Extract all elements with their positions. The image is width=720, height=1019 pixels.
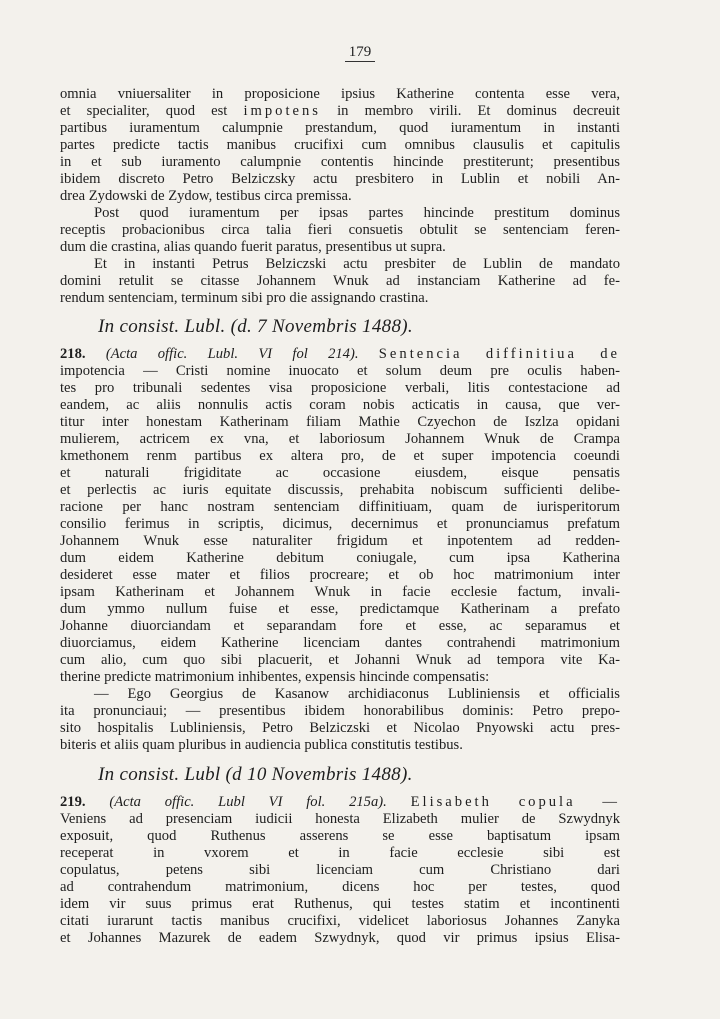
entry-218-line-8: et naturali frigiditate ac occasione eiusdem, eisque pensatis bbox=[60, 465, 620, 481]
paragraph-1-line-5: in et sub iuramento calumpnie contentis hincinde prestiterunt; presentibus bbox=[60, 154, 620, 170]
paragraph-1-line-4: partes predicte tactis manibus crucifixi cum omnibus clausulis et capitulis bbox=[60, 137, 620, 153]
entry-219-line-9: et Johannes Mazurek de eadem Szwydnyk, quod vir primus ipsius Elisa- bbox=[60, 930, 620, 946]
paragraph-1-line-1: omnia vniuersaliter in proposicione ipsius Katherine contenta esse vera, bbox=[60, 86, 620, 102]
paragraph-1-line-7: drea Zydowski de Zydow, testibus circa premissa. bbox=[60, 188, 352, 204]
entry-218-line-10: racione per hanc nostram sentenciam diffinitiuam, quam de iurisperitorum bbox=[60, 499, 620, 515]
entry-218-line-4: eandem, ac aliis nonnulis actis coram nobis acticatis in causa, que ver- bbox=[60, 397, 620, 413]
paragraph-2-line-2: receptis probacionibus circa talia fieri consuetis obtulit se sentenciam feren- bbox=[60, 222, 620, 238]
entry-218-closing-3: sito hospitalis Lubliniensis, Petro Belziczski et Nicolao Pnyowski actu pres- bbox=[60, 720, 620, 736]
paragraph-3-line-3: rendum sentenciam, terminum sibi pro die assignando crastina. bbox=[60, 290, 429, 306]
entry-219-line-3: exposuit, quod Ruthenus asserens se esse baptisatum ipsam bbox=[60, 828, 620, 844]
entry-219-line-1: 219. (Acta offic. Lubl VI fol. 215a). Elisabeth copula — bbox=[60, 794, 620, 810]
page-number: 179 bbox=[0, 44, 720, 61]
paragraph-2-line-3: dum die crastina, alias quando fuerit paratus, presentibus ut supra. bbox=[60, 239, 446, 255]
entry-218-line-2: impotencia — Cristi nomine inuocato et solum deum pre oculis haben- bbox=[60, 363, 620, 379]
entry-218-number: 218. bbox=[60, 346, 86, 362]
entry-219-line-4: receperat in vxorem et in facie ecclesie sibi est bbox=[60, 845, 620, 861]
entry-218-line-15: ipsam Katherinam et Johannem Wnuk in facie ecclesie factum, invali- bbox=[60, 584, 620, 600]
entry-218-line-20: therine predicte matrimonium inhibentes, expensis hincinde compensatis: bbox=[60, 669, 490, 685]
entry-218-line-18: diuorciamus, eidem Katherine licenciam dantes contrahendi matrimonium bbox=[60, 635, 620, 651]
entry-219-line-7: idem vir suus primus erat Ruthenus, qui testes statim et incontinenti bbox=[60, 896, 620, 912]
entry-218-closing-2: ita pronunciaui; — presentibus ibidem honorabilibus dominis: Petro prepo- bbox=[60, 703, 620, 719]
entry-218-line-7: kmethonem renm partibus ex altera pro, de et super impotencia coeundi bbox=[60, 448, 620, 464]
paragraph-1-line-2: et specialiter, quod est impotens in membro virili. Et dominus decreuit bbox=[60, 103, 620, 119]
entry-218-line-16: dum ymmo nullum fuise et esse, predictamque Katherinam a prefato bbox=[60, 601, 620, 617]
entry-218-closing-4: biteris et aliis quam pluribus in audiencia publica constitutis testibus. bbox=[60, 737, 463, 753]
entry-219-number: 219. bbox=[60, 794, 86, 810]
entry-218-line-17: Johanne diuorciandam et separandam fore et esse, ac separamus et bbox=[60, 618, 620, 634]
entry-219-source: (Acta offic. Lubl VI fol. 215a). bbox=[109, 794, 387, 810]
paragraph-3-line-1: Et in instanti Petrus Belziczski actu presbiter de Lublin de mandato bbox=[94, 256, 620, 272]
entry-218-line-3: tes pro tribunali sedentes visa proposicione verbali, litis contestacione ad bbox=[60, 380, 620, 396]
paragraph-1-line-3: partibus iuramentum calumpnie prestandum, quod iuramentum in instanti bbox=[60, 120, 620, 136]
entry-218-line-14: desideret esse mater et filios procreare; et ob hoc matrimonium inter bbox=[60, 567, 620, 583]
entry-219-line-2: Veniens ad presenciam iudicii honesta Elizabeth mulier de Szwydnyk bbox=[60, 811, 620, 827]
paragraph-2-line-1: Post quod iuramentum per ipsas partes hincinde prestitum dominus bbox=[94, 205, 620, 221]
heading-consist-7-nov: In consist. Lubl. (d. 7 Novembris 1488). bbox=[98, 316, 413, 337]
paragraph-3-line-2: domini retulit se citasse Johannem Wnuk ad instanciam Katherine ad fe- bbox=[60, 273, 620, 289]
entry-218-line-9: et perlectis ac iuris equitate discussis, prehabita nobiscum sufficienti delibe- bbox=[60, 482, 620, 498]
entry-218-line-1: 218. (Acta offic. Lubl. VI fol 214). Sentencia diffinitiua de bbox=[60, 346, 620, 362]
paragraph-1-line-6: ibidem discreto Petro Belziczsky actu presbitero in Lublin et nobili An- bbox=[60, 171, 620, 187]
entry-219-line-5: copulatus, petens sibi licenciam cum Christiano dari bbox=[60, 862, 620, 878]
impotens-word: impotens bbox=[243, 103, 321, 119]
entry-219-line-8: citati iurarunt tactis manibus crucifixi, videlicet laboriosus Johannes Zanyka bbox=[60, 913, 620, 929]
entry-218-closing-1: — Ego Georgius de Kasanow archidiaconus Lubliniensis et officialis bbox=[94, 686, 620, 702]
entry-218-source: (Acta offic. Lubl. VI fol 214). bbox=[105, 346, 359, 362]
entry-218-line-11: consilio ferimus in scriptis, dicimus, decernimus et pronunciamus prefatum bbox=[60, 516, 620, 532]
entry-218-line-19: cum alio, cum quo sibi placuerit, et Johanni Wnuk ad tempora vite Ka- bbox=[60, 652, 620, 668]
entry-218-line-5: titur inter honestam Katherinam filiam Mathie Czyechon de Iszlza opidani bbox=[60, 414, 620, 430]
entry-218-line-6: mulierem, actricem ex vna, et laboriosum Johannem Wnuk de Crampa bbox=[60, 431, 620, 447]
entry-218-line-12: Johannem Wnuk esse naturaliter frigidum et inpotentem ad redden- bbox=[60, 533, 620, 549]
entry-219-line-6: ad contrahendum matrimonium, dicens hoc per testes, quod bbox=[60, 879, 620, 895]
entry-218-line-13: dum eidem Katherine debitum coniugale, cum ipsa Katherina bbox=[60, 550, 620, 566]
heading-consist-10-nov: In consist. Lubl (d 10 Novembris 1488). bbox=[98, 764, 413, 785]
